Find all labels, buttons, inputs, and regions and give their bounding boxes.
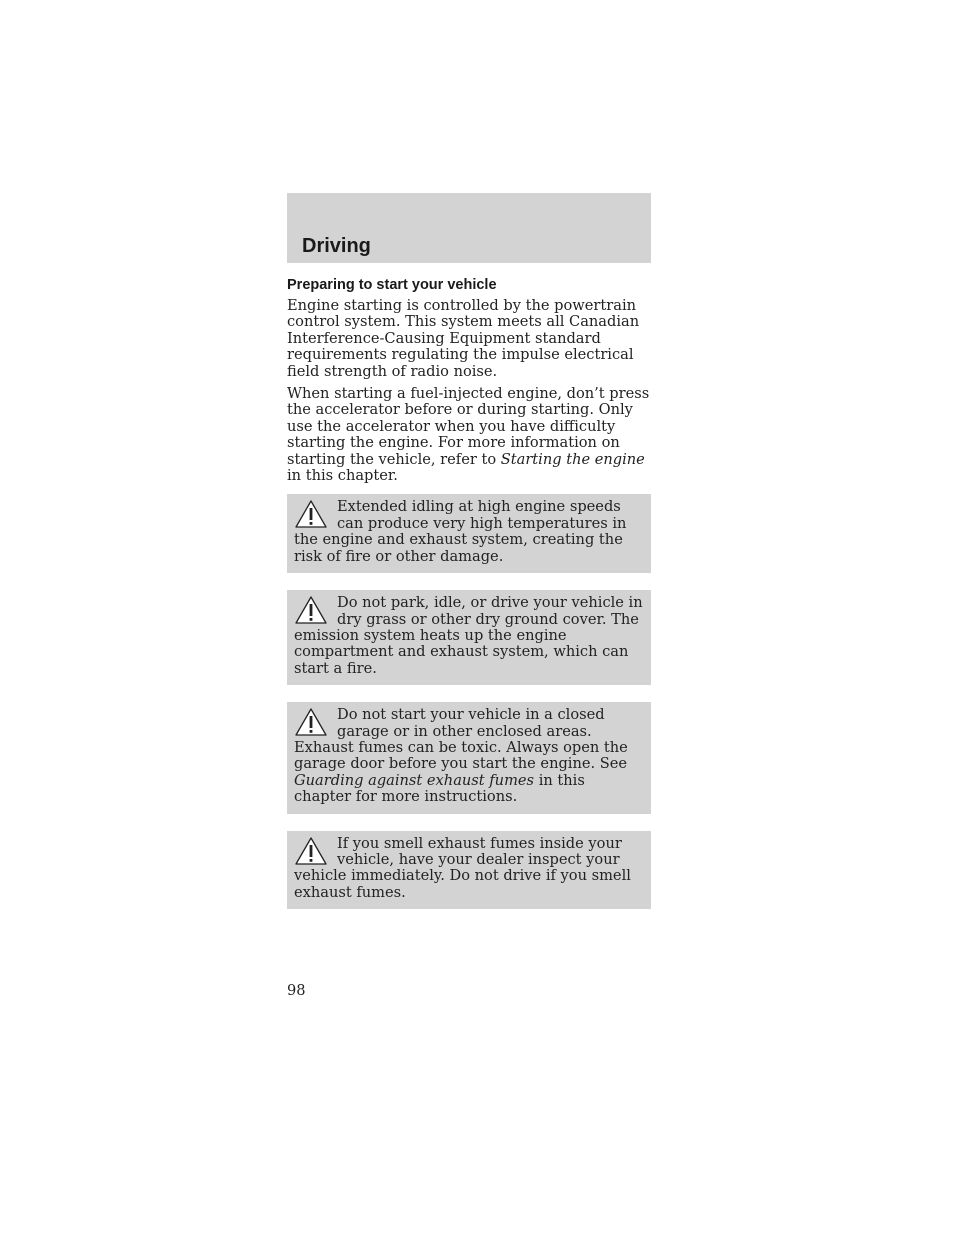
paragraph-powertrain: Engine starting is controlled by the powertrain control system. This system meets all Canadian Interference-Causing Equipment standard requirements regulating the impulse electrical field strength of radio noise. — [287, 297, 640, 380]
cross-reference: Guarding against exhaust fumes — [294, 771, 535, 789]
warning-text: in this chapter for more instructions. — [294, 771, 585, 806]
section-heading: Preparing to start your vehicle — [287, 277, 497, 293]
warning-text: If you smell exhaust fumes inside your vehicle, have your dealer inspect your vehicle immediately. Do not drive if you smell exhaust fumes. — [294, 834, 631, 901]
warning-box-idling — [287, 494, 651, 573]
chapter-header-band — [287, 193, 651, 263]
warning-text: Do not park, idle, or drive your vehicle in dry grass or other dry ground cover. The emission system heats up the engine compartment and exhaust system, which can start a fire. — [294, 594, 643, 677]
page-number: 98 — [287, 982, 306, 999]
chapter-title: Driving — [302, 235, 371, 257]
warning-triangle-icon — [294, 836, 330, 866]
paragraph-text: When starting a fuel-injected engine, don’t press the accelerator before or during starting. Only use the accelerator when you have difficulty starting the engine. For more information on starting the vehicle, refer to — [287, 385, 650, 468]
warning-triangle-icon — [294, 499, 330, 529]
warning-box-closed-garage — [287, 702, 651, 813]
page-column — [287, 193, 651, 909]
paragraph-text: in this chapter. — [287, 467, 398, 485]
warning-box-dry-grass — [287, 590, 651, 685]
warning-text: Do not start your vehicle in a closed garage or in other enclosed areas. Exhaust fumes can be toxic. Always open the garage door before you start the engine. See — [294, 706, 628, 773]
cross-reference: Starting the engine — [500, 450, 645, 468]
warning-triangle-icon — [294, 595, 330, 625]
paragraph-fuel-injected — [287, 386, 651, 484]
warning-triangle-icon — [294, 707, 330, 737]
warning-text: Extended idling at high engine speeds can produce very high temperatures in the engine and exhaust system, creating the risk of fire or other damage. — [294, 498, 627, 565]
warning-box-exhaust-smell — [287, 831, 651, 910]
